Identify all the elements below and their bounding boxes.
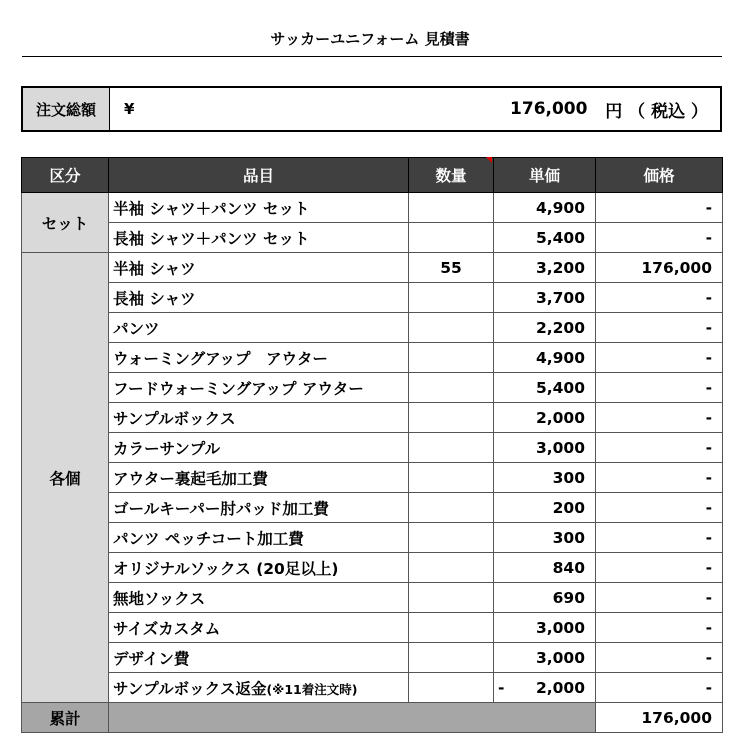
quantity-cell[interactable]	[409, 613, 494, 643]
unit-price-cell[interactable]: 300	[494, 523, 596, 553]
order-total-unit: 円 （ 税込 ）	[605, 101, 708, 122]
item-name[interactable]: パンツ ペッチコート加工費	[109, 523, 409, 553]
total-label: 累計	[22, 703, 109, 733]
header-unit-price: 単価	[494, 158, 596, 193]
quantity-cell[interactable]	[409, 493, 494, 523]
unit-price-cell[interactable]: 3,200	[494, 253, 596, 283]
item-name[interactable]: サンプルボックス	[109, 403, 409, 433]
quantity-cell[interactable]	[409, 433, 494, 463]
price-cell[interactable]: -	[596, 283, 723, 313]
table-row	[22, 613, 723, 643]
table-row	[22, 553, 723, 583]
price-cell[interactable]: -	[596, 373, 723, 403]
quantity-cell[interactable]	[409, 373, 494, 403]
item-name[interactable]: 長袖 シャツ＋パンツ セット	[109, 223, 409, 253]
table-row	[22, 343, 723, 373]
total-sum[interactable]: 176,000	[596, 703, 723, 733]
price-cell[interactable]: -	[596, 433, 723, 463]
order-total-value: 176,000	[510, 99, 588, 119]
unit-price-cell[interactable]: 3,000	[494, 433, 596, 463]
negative-sign: -	[498, 678, 505, 697]
price-cell[interactable]: 176,000	[596, 253, 723, 283]
table-row	[22, 313, 723, 343]
quantity-cell[interactable]: 55	[409, 253, 494, 283]
unit-price-cell[interactable]: 3,700	[494, 283, 596, 313]
return-item-note: (※11着注文時)	[266, 681, 358, 697]
unit-price-cell[interactable]: 4,900	[494, 193, 596, 223]
unit-price-cell[interactable]: 690	[494, 583, 596, 613]
table-row	[22, 493, 723, 523]
item-name[interactable]: ウォーミングアップ アウター	[109, 343, 409, 373]
unit-price-cell[interactable]: 5,400	[494, 373, 596, 403]
total-spacer	[109, 703, 596, 733]
item-name[interactable]: 長袖 シャツ	[109, 283, 409, 313]
unit-price-cell[interactable]: 3,000	[494, 643, 596, 673]
price-cell[interactable]: -	[596, 193, 723, 223]
quote-table	[21, 157, 723, 733]
price-cell[interactable]: -	[596, 223, 723, 253]
return-item-label: サンプルボックス返金	[113, 679, 267, 698]
price-cell[interactable]: -	[596, 313, 723, 343]
unit-price-cell[interactable]: 200	[494, 493, 596, 523]
unit-price-cell[interactable]: 4,900	[494, 343, 596, 373]
item-name[interactable]: ゴールキーパー肘パッド加工費	[109, 493, 409, 523]
price-cell[interactable]: -	[596, 523, 723, 553]
unit-price-cell[interactable]: 840	[494, 553, 596, 583]
order-total-amount	[164, 88, 720, 130]
quantity-cell[interactable]	[409, 523, 494, 553]
table-row	[22, 583, 723, 613]
category-set: セット	[22, 193, 109, 253]
header-row	[22, 158, 723, 193]
unit-price-cell[interactable]: 2,000	[494, 403, 596, 433]
quantity-cell[interactable]	[409, 223, 494, 253]
item-name[interactable]: アウター裏起毛加工費	[109, 463, 409, 493]
unit-price-cell[interactable]: 3,000	[494, 613, 596, 643]
item-name[interactable]: 無地ソックス	[109, 583, 409, 613]
table-row	[22, 433, 723, 463]
price-cell[interactable]: -	[596, 463, 723, 493]
document-title: サッカーユニフォーム 見積書	[270, 30, 470, 48]
price-cell[interactable]: -	[596, 583, 723, 613]
total-row	[22, 703, 723, 733]
price-cell[interactable]: -	[596, 673, 723, 703]
quantity-cell[interactable]	[409, 313, 494, 343]
quantity-cell[interactable]	[409, 583, 494, 613]
header-category: 区分	[22, 158, 109, 193]
unit-price-cell[interactable]: 2,200	[494, 313, 596, 343]
return-price: 2,000	[535, 678, 585, 697]
price-cell[interactable]: -	[596, 343, 723, 373]
order-total-label: 注文総額	[23, 88, 110, 130]
price-cell[interactable]: -	[596, 553, 723, 583]
quantity-cell[interactable]	[409, 403, 494, 433]
currency-symbol: ¥	[124, 100, 135, 118]
item-name[interactable]: 半袖 シャツ＋パンツ セット	[109, 193, 409, 223]
unit-price-cell[interactable]	[494, 673, 596, 703]
header-item: 品目	[109, 158, 409, 193]
unit-price-cell[interactable]: 5,400	[494, 223, 596, 253]
item-name[interactable]	[109, 673, 409, 703]
quantity-cell[interactable]	[409, 463, 494, 493]
price-cell[interactable]: -	[596, 613, 723, 643]
table-row	[22, 463, 723, 493]
title-divider	[22, 56, 722, 57]
price-cell[interactable]: -	[596, 403, 723, 433]
table-row	[22, 403, 723, 433]
table-row	[22, 193, 723, 223]
table-row	[22, 673, 723, 703]
quantity-cell[interactable]	[409, 553, 494, 583]
table-row	[22, 253, 723, 283]
price-cell[interactable]: -	[596, 493, 723, 523]
item-name[interactable]: パンツ	[109, 313, 409, 343]
table-row	[22, 373, 723, 403]
unit-price-cell[interactable]: 300	[494, 463, 596, 493]
quantity-cell[interactable]	[409, 343, 494, 373]
header-price: 価格	[596, 158, 723, 193]
header-quantity: 数量	[409, 158, 494, 193]
quantity-cell[interactable]	[409, 673, 494, 703]
table-row	[22, 643, 723, 673]
item-name[interactable]: オリジナルソックス (20足以上)	[109, 553, 409, 583]
quantity-cell[interactable]	[409, 193, 494, 223]
quantity-cell[interactable]	[409, 283, 494, 313]
item-name[interactable]: デザイン費	[109, 643, 409, 673]
item-name[interactable]: 半袖 シャツ	[109, 253, 409, 283]
price-cell[interactable]: -	[596, 643, 723, 673]
table-row	[22, 523, 723, 553]
category-each: 各個	[22, 253, 109, 703]
item-name[interactable]: サイズカスタム	[109, 613, 409, 643]
item-name[interactable]: カラーサンプル	[109, 433, 409, 463]
item-name[interactable]: フードウォーミングアップ アウター	[109, 373, 409, 403]
table-row	[22, 283, 723, 313]
order-total-box	[21, 86, 722, 132]
table-row	[22, 223, 723, 253]
cell-comment-indicator[interactable]	[486, 157, 492, 163]
quantity-cell[interactable]	[409, 643, 494, 673]
